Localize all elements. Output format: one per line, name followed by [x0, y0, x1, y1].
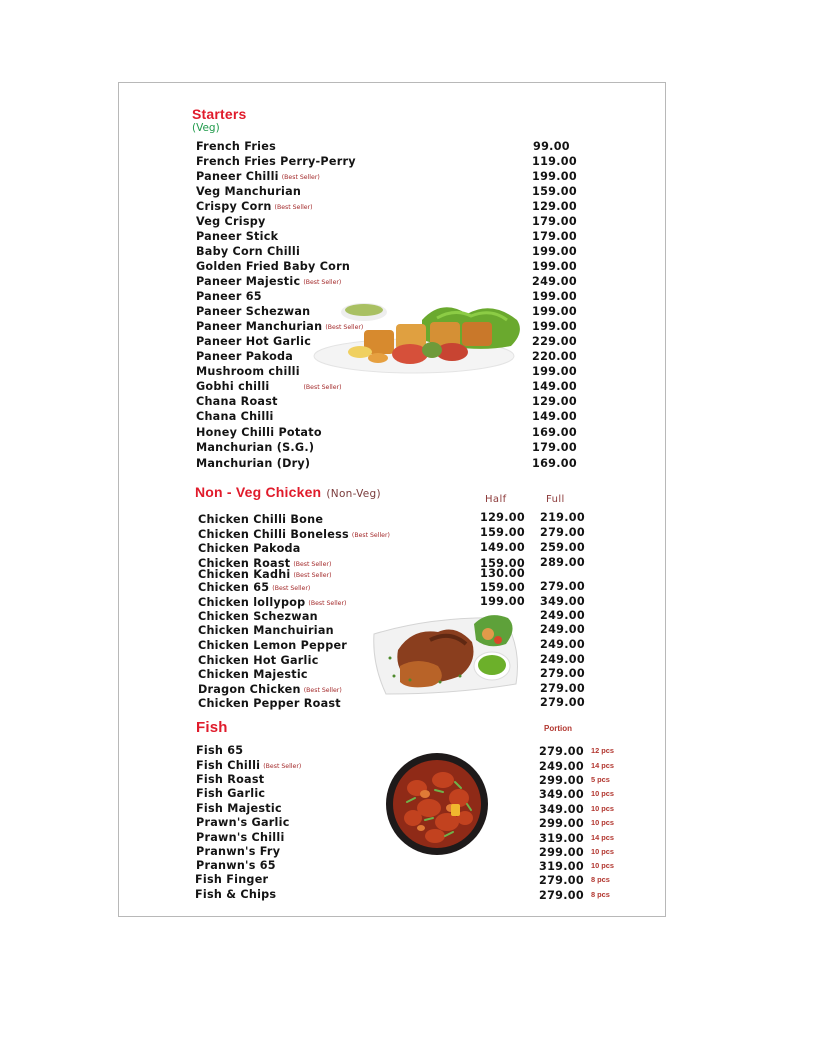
menu-item-price: 179.00 [532, 441, 577, 454]
item-name: Paneer Manchurian [196, 320, 323, 333]
menu-item-price: 199.00 [532, 170, 577, 183]
portion-size: 12 pcs [591, 746, 615, 755]
menu-item-name [198, 639, 347, 652]
menu-item-price: 299.00 [539, 846, 584, 859]
item-name: French Fries Perry-Perry [196, 155, 356, 168]
starters-heading: Starters [192, 106, 247, 122]
item-name: Chicken Lemon Pepper [198, 639, 348, 652]
menu-item-name [198, 542, 301, 555]
portion-column-header: Portion [544, 724, 572, 733]
item-name: Paneer Majestic [196, 275, 301, 288]
menu-item-price: 179.00 [532, 215, 577, 228]
menu-item-name [196, 245, 300, 258]
item-name: Fish Chilli [196, 759, 261, 772]
best-seller-badge: (Best Seller) [303, 687, 342, 694]
fish-heading: Fish [196, 719, 228, 736]
menu-item-price: 129.00 [532, 200, 577, 213]
menu-item-name [196, 200, 313, 213]
menu-item-name [196, 140, 276, 153]
menu-item-name [196, 215, 266, 228]
item-name: French Fries [196, 140, 277, 153]
item-name: Dragon Chicken [198, 683, 301, 696]
half-price: 159.00 [480, 526, 525, 539]
menu-item-price: 299.00 [539, 774, 584, 787]
menu-item-name [196, 320, 363, 333]
menu-item-name [196, 457, 310, 470]
menu-item-name [196, 831, 285, 844]
portion-size: 10 pcs [591, 818, 615, 827]
best-seller-badge: (Best Seller) [293, 572, 332, 579]
half-price: 159.00 [480, 581, 525, 594]
menu-item-name [198, 528, 390, 541]
full-price: 279.00 [540, 580, 585, 593]
menu-item-name [196, 380, 342, 393]
best-seller-badge: (Best Seller) [274, 204, 313, 211]
menu-item-price: 149.00 [532, 380, 577, 393]
portion-size: 10 pcs [591, 789, 615, 798]
half-price: 149.00 [480, 541, 525, 554]
menu-item-price: 169.00 [532, 457, 577, 470]
menu-item-name [198, 568, 332, 581]
item-name: Chana Roast [196, 395, 278, 408]
item-name: Pranwn's 65 [196, 859, 276, 872]
best-seller-badge: (Best Seller) [263, 763, 302, 770]
chicken-heading: Non - Veg Chicken [195, 484, 322, 500]
menu-item-name [198, 513, 323, 526]
item-name: Prawn's Chilli [196, 831, 285, 844]
menu-item-name [196, 275, 341, 288]
menu-item-price: 199.00 [532, 305, 577, 318]
menu-item-name [198, 610, 318, 623]
item-name: Chicken Majestic [198, 668, 308, 681]
item-name: Fish Finger [195, 873, 269, 886]
menu-item-price: 279.00 [539, 874, 584, 887]
menu-item-price: 319.00 [539, 832, 584, 845]
item-name: Chicken 65 [198, 581, 270, 594]
half-price: 130.00 [480, 567, 525, 580]
item-name: Chicken Chilli Bone [198, 513, 324, 526]
item-name: Golden Fried Baby Corn [196, 260, 351, 273]
full-price: 249.00 [540, 623, 585, 636]
veg-label: (Veg) [192, 122, 220, 134]
item-name: Manchurian (Dry) [196, 457, 311, 470]
item-name: Fish & Chips [195, 888, 277, 901]
item-name: Paneer Pakoda [196, 350, 294, 363]
menu-item-name [198, 596, 346, 609]
menu-item-price: 179.00 [532, 230, 577, 243]
full-price: 279.00 [540, 526, 585, 539]
menu-item-price: 149.00 [532, 410, 577, 423]
item-name: Fish Garlic [196, 787, 266, 800]
menu-item-name [198, 624, 334, 637]
menu-item-price: 119.00 [532, 155, 577, 168]
menu-item-price: 159.00 [532, 185, 577, 198]
portion-size: 14 pcs [591, 833, 615, 842]
menu-item-name [196, 260, 350, 273]
menu-item-name [196, 759, 301, 772]
full-price: 219.00 [540, 511, 585, 524]
best-seller-badge: (Best Seller) [351, 532, 390, 539]
menu-item-price: 129.00 [532, 395, 577, 408]
menu-item-name [196, 395, 278, 408]
full-price: 349.00 [540, 595, 585, 608]
chicken-heading-row [195, 482, 381, 501]
item-name: Honey Chilli Potato [196, 426, 322, 439]
half-price: 159.00 [480, 557, 525, 570]
menu-item-price: 349.00 [539, 803, 584, 816]
menu-item-name [196, 290, 262, 303]
menu-item-price: 299.00 [539, 817, 584, 830]
full-price: 259.00 [540, 541, 585, 554]
best-seller-badge: (Best Seller) [293, 561, 332, 568]
menu-item-name [196, 426, 322, 439]
chilli-fish-bowl-image [385, 752, 489, 856]
item-name: Chicken Schezwan [198, 610, 318, 623]
menu-item-name [196, 170, 320, 183]
item-name: Fish 65 [196, 744, 244, 757]
item-name: Fish Roast [196, 773, 265, 786]
item-name: Paneer Chilli [196, 170, 279, 183]
menu-item-name [196, 185, 301, 198]
menu-item-price: 199.00 [532, 365, 577, 378]
menu-item-name [196, 441, 314, 454]
portion-size: 10 pcs [591, 861, 615, 870]
menu-item-price: 199.00 [532, 245, 577, 258]
full-price: 289.00 [540, 556, 585, 569]
menu-item-name [196, 335, 311, 348]
menu-item-name [196, 350, 293, 363]
item-name: Chicken Chilli Boneless [198, 528, 349, 541]
menu-item-name [198, 581, 310, 594]
best-seller-badge: (Best Seller) [325, 324, 364, 331]
full-price: 279.00 [540, 667, 585, 680]
menu-item-name [196, 744, 243, 757]
menu-item-name [196, 787, 265, 800]
menu-item-price: 229.00 [532, 335, 577, 348]
full-price: 249.00 [540, 653, 585, 666]
menu-item-price: 249.00 [532, 275, 577, 288]
full-price: 249.00 [540, 609, 585, 622]
full-column-header: Full [546, 494, 565, 505]
full-price: 279.00 [540, 682, 585, 695]
menu-item-name [198, 668, 308, 681]
menu-item-name [196, 845, 280, 858]
item-name: Fish Majestic [196, 802, 282, 815]
menu-item-name [196, 305, 310, 318]
best-seller-badge: (Best Seller) [281, 174, 320, 181]
item-name: Veg Crispy [196, 215, 266, 228]
menu-item-name [195, 888, 276, 901]
menu-item-name [195, 873, 268, 886]
portion-size: 5 pcs [591, 775, 610, 784]
menu-item-name [196, 773, 264, 786]
item-name: Baby Corn Chilli [196, 245, 301, 258]
menu-item-name [198, 683, 342, 696]
portion-size: 14 pcs [591, 761, 615, 770]
item-name: Paneer Stick [196, 230, 279, 243]
full-price: 249.00 [540, 638, 585, 651]
item-name: Prawn's Garlic [196, 816, 290, 829]
item-name: Crispy Corn [196, 200, 272, 213]
best-seller-badge: (Best Seller) [308, 600, 347, 607]
item-name: Chicken Manchuirian [198, 624, 334, 637]
menu-item-price: 249.00 [539, 760, 584, 773]
item-name: Veg Manchurian [196, 185, 302, 198]
half-price: 199.00 [480, 595, 525, 608]
full-price: 279.00 [540, 696, 585, 709]
item-name: Paneer Hot Garlic [196, 335, 312, 348]
item-name: Chicken Pakoda [198, 542, 301, 555]
item-name: Chana Chilli [196, 410, 274, 423]
best-seller-badge: (Best Seller) [272, 585, 311, 592]
item-name: Manchurian (S.G.) [196, 441, 315, 454]
menu-item-price: 169.00 [532, 426, 577, 439]
menu-item-name [196, 230, 278, 243]
item-name: Chicken Roast [198, 557, 291, 570]
portion-size: 10 pcs [591, 847, 615, 856]
menu-item-name [198, 654, 319, 667]
item-name: Chicken Pepper Roast [198, 697, 341, 710]
grilled-chicken-platter-image [370, 610, 522, 698]
item-name: Paneer 65 [196, 290, 262, 303]
menu-item-price: 99.00 [533, 140, 570, 153]
menu-item-price: 279.00 [539, 889, 584, 902]
menu-item-price: 220.00 [532, 350, 577, 363]
menu-item-name [196, 802, 282, 815]
item-name: Paneer Schezwan [196, 305, 311, 318]
menu-item-price: 279.00 [539, 745, 584, 758]
best-seller-badge: (Best Seller) [303, 384, 342, 391]
portion-size: 10 pcs [591, 804, 615, 813]
menu-item-name [196, 816, 290, 829]
best-seller-badge: (Best Seller) [303, 279, 342, 286]
menu-item-name [196, 859, 276, 872]
menu-item-price: 349.00 [539, 788, 584, 801]
item-name: Chicken Hot Garlic [198, 654, 319, 667]
menu-item-name [196, 155, 356, 168]
menu-item-price: 319.00 [539, 860, 584, 873]
portion-size: 8 pcs [591, 875, 610, 884]
item-name: Chicken lollypop [198, 596, 306, 609]
menu-item-price: 199.00 [532, 260, 577, 273]
non-veg-label: (Non-Veg) [326, 488, 381, 500]
item-name: Chicken Kadhi [198, 568, 291, 581]
menu-item-name [196, 410, 274, 423]
item-name: Gobhi chilli [196, 380, 270, 393]
menu-item-name [196, 365, 300, 378]
half-column-header: Half [485, 494, 507, 505]
paneer-tikka-plate-image [312, 300, 524, 378]
menu-item-price: 199.00 [532, 290, 577, 303]
item-name: Pranwn's Fry [196, 845, 281, 858]
menu-item-name [198, 697, 341, 710]
menu-item-price: 199.00 [532, 320, 577, 333]
portion-size: 8 pcs [591, 890, 610, 899]
half-price: 129.00 [480, 511, 525, 524]
item-name: Mushroom chilli [196, 365, 300, 378]
